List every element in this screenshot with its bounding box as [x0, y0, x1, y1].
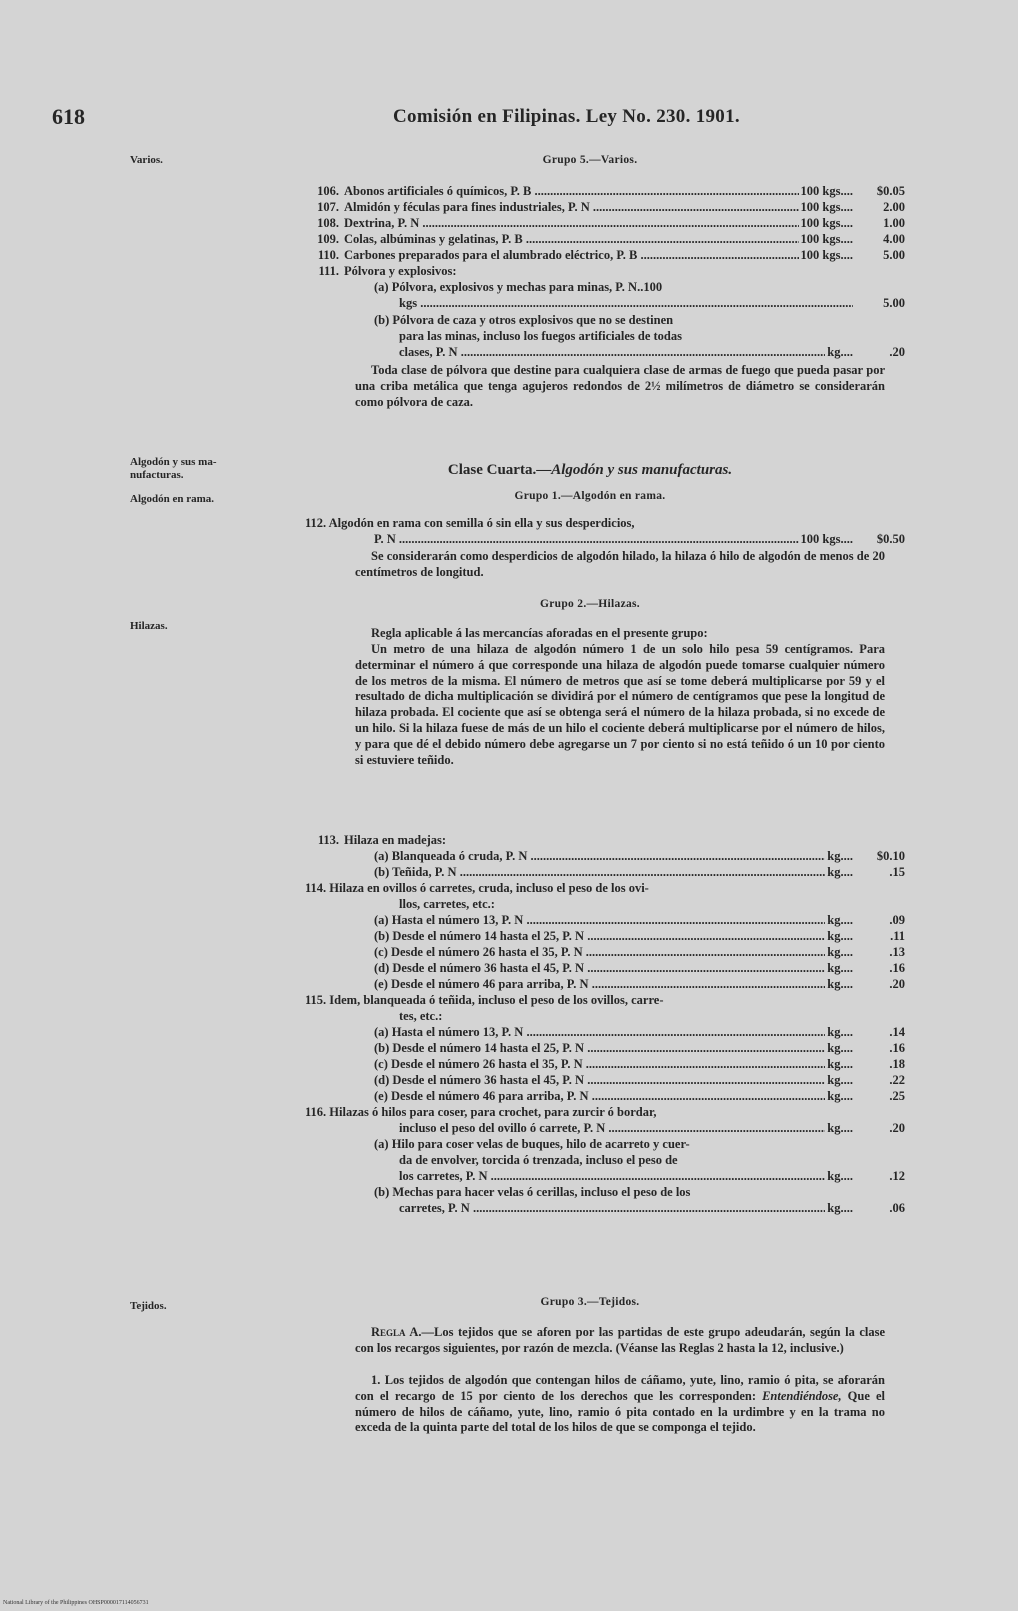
entry-unit: kg....	[827, 1041, 853, 1055]
entry-number: 109.	[317, 232, 339, 246]
entry-number: 110.	[317, 248, 339, 262]
entry-text: (d) Desde el número 36 hasta el 45, P. N .....	[344, 961, 825, 976]
entry-line: 116. Hilazas ó hilos para coser, para crochet, para zurcir ó bordar,	[305, 1105, 657, 1119]
rule-a-paragraph: Regla A.—Los tejidos que se aforen por las partidas de este grupo adeudarán, según la clase con los recargos siguientes, por razón de mezcla. (Véanse las Reglas 2 hasta la 12, inclusive.)	[355, 1325, 886, 1355]
entry-line: (a) Hilo para coser velas de buques, hilo de acarreto y cuer-	[374, 1137, 690, 1151]
entry-unit: kg....	[827, 849, 853, 863]
entry-line: da de envolver, torcida ó trenzada, incluso el peso de	[399, 1153, 678, 1167]
entry-text: (c) Desde el número 26 hasta el 35, P. N .....	[344, 945, 825, 960]
entry-rate: .20	[889, 1121, 905, 1135]
entry-line: 112. Algodón en rama con semilla ó sin ella y sus desperdicios,	[305, 516, 635, 530]
entry-unit: 100 kgs....	[800, 216, 853, 230]
entry-text: (e) Desde el número 46 para arriba, P. N .....	[344, 1089, 825, 1104]
margin-note-algodon-rama: Algodón en rama.	[130, 493, 215, 505]
entry-line: (a) Pólvora, explosivos y mechas para minas, P. N..100	[374, 280, 663, 294]
entry-text: Hilaza en madejas:	[344, 833, 447, 847]
margin-note-hilazas: Hilazas.	[130, 620, 168, 632]
entry-number: 113.	[317, 833, 339, 847]
entry-rate: .14	[889, 1025, 905, 1039]
entry-line: llos, carretes, etc.:	[399, 897, 495, 911]
tariff-entry	[305, 345, 905, 360]
entry-rate: .12	[889, 1169, 905, 1183]
entry-rate: .15	[889, 865, 905, 879]
tariff-entry	[305, 1089, 905, 1104]
entry-unit: kg....	[827, 1025, 853, 1039]
entry-line: (b) Pólvora de caza y otros explosivos que no se destinen	[374, 313, 674, 327]
tariff-entry	[305, 1073, 905, 1088]
entry-text: Carbones preparados para el alumbrado eléctrico, P. B .....	[344, 248, 799, 263]
entry-rate: 2.00	[883, 200, 905, 214]
entry-rate: $0.05	[876, 184, 905, 198]
margin-note-algodon-2: nufacturas.	[130, 469, 184, 481]
entry-line: para las minas, incluso los fuegos artificiales de todas	[399, 329, 682, 343]
entry-text: carretes, P. N .....	[344, 1201, 825, 1216]
entry-unit: kg....	[827, 1057, 853, 1071]
entry-number: 107.	[317, 200, 339, 214]
group-heading: Grupo 2.—Hilazas.	[540, 598, 640, 610]
entry-line: 114. Hilaza en ovillos ó carretes, cruda, incluso el peso de los ovi-	[305, 881, 649, 895]
entry-unit: kg....	[827, 1201, 853, 1215]
entry-rate: .20	[889, 977, 905, 991]
entry-rate: $0.50	[876, 532, 905, 546]
entry-text: (e) Desde el número 46 para arriba, P. N .....	[344, 977, 825, 992]
entry-rate: .25	[889, 1089, 905, 1103]
tariff-entry	[305, 184, 905, 199]
tariff-entry	[305, 913, 905, 928]
tariff-entry	[305, 929, 905, 944]
entry-number: 106.	[317, 184, 339, 198]
tariff-entry	[305, 1057, 905, 1072]
entry-rate: .16	[889, 961, 905, 975]
entry-unit: kg....	[827, 1121, 853, 1135]
entry-rate: .06	[889, 1201, 905, 1215]
tariff-entry	[305, 977, 905, 992]
entry-rate: .16	[889, 1041, 905, 1055]
note-paragraph: Toda clase de pólvora que destine para cualquiera clase de armas de fuego que pueda pasar por una criba metálica que tenga agujeros redondos de 2½ milímetros de diámetro se considerarán como pólvora de caza.	[355, 363, 885, 409]
tariff-entry	[305, 532, 905, 547]
rule-intro: Regla aplicable á las mercancías aforadas en el presente grupo:	[371, 626, 708, 640]
entry-text: clases, P. N .....	[344, 345, 825, 360]
entry-text: Colas, albúminas y gelatinas, P. B .....	[344, 232, 799, 247]
rule-a-lead: Regla A.	[371, 1325, 422, 1339]
entry-text: los carretes, P. N .....	[344, 1169, 825, 1184]
entry-unit: kg....	[827, 945, 853, 959]
entry-rate: $0.10	[876, 849, 905, 863]
group-heading: Grupo 3.—Tejidos.	[540, 1296, 640, 1308]
tariff-entry	[305, 1041, 905, 1056]
entry-text: (d) Desde el número 36 hasta el 45, P. N .....	[344, 1073, 825, 1088]
tariff-entry	[305, 849, 905, 864]
margin-note-algodon-1: Algodón y sus ma-	[130, 456, 217, 468]
entry-text: incluso el peso del ovillo ó carrete, P. N .....	[344, 1121, 825, 1136]
entry-text: (a) Blanqueada ó cruda, P. N .....	[344, 849, 825, 864]
entry-text: Pólvora y explosivos:	[344, 264, 457, 278]
entry-unit: 100 kgs....	[800, 184, 853, 198]
entry-number: 108.	[317, 216, 339, 230]
tariff-entry	[305, 232, 905, 247]
tariff-entry	[305, 945, 905, 960]
entry-line: 115. Idem, blanqueada ó teñida, incluso el peso de los ovillos, carre-	[305, 993, 664, 1007]
entry-rate: .22	[889, 1073, 905, 1087]
entry-unit: kg....	[827, 961, 853, 975]
rule-1-paragraph: 1. Los tejidos de algodón que contengan hilos de cáñamo, yute, lino, ramio ó pita, se aforarán con el recargo de 15 por ciento de los derechos que les corresponden: Entendiéndose, Que el número de hilos de cáñamo, yute, lino, ramio ó pita contado en la urdimbre y en la trama no exceda de la quinta parte del total de los hilos de que se componga el tejido.	[355, 1373, 885, 1435]
entry-text: Almidón y féculas para fines industriales, P. N .....	[344, 200, 799, 215]
entry-rate: 5.00	[883, 248, 905, 262]
entry-unit: kg....	[827, 913, 853, 927]
group-heading: Grupo 1.—Algodón en rama.	[514, 490, 666, 502]
note-paragraph: Se considerarán como desperdicios de algodón hilado, la hilaza ó hilo de algodón de menos de 20 centímetros de longitud.	[355, 549, 885, 579]
entry-text: Abonos artificiales ó químicos, P. B .....	[344, 184, 799, 199]
entry-text: (c) Desde el número 26 hasta el 35, P. N .....	[344, 1057, 825, 1072]
entry-unit: 100 kgs....	[800, 200, 853, 214]
entry-number: 111.	[318, 264, 339, 278]
entry-text: (a) Hasta el número 13, P. N .....	[344, 1025, 825, 1040]
entry-unit: 100 kgs....	[800, 532, 853, 546]
entry-unit: kg....	[827, 1073, 853, 1087]
entry-rate: .13	[889, 945, 905, 959]
page-number: 618	[52, 104, 85, 129]
entry-text: (a) Hasta el número 13, P. N .....	[344, 913, 825, 928]
tariff-entry	[305, 248, 905, 263]
entry-unit: kg....	[827, 977, 853, 991]
entry-rate: .11	[890, 929, 905, 943]
tariff-entry	[305, 1201, 905, 1216]
entry-line: tes, etc.:	[399, 1009, 443, 1023]
tariff-entry	[305, 1121, 905, 1136]
running-head: Comisión en Filipinas. Ley No. 230. 1901.	[393, 106, 740, 127]
tariff-entry	[305, 961, 905, 976]
rule-paragraph: Un metro de una hilaza de algodón número 1 de un solo hilo pesa 59 centígramos. Para determinar el número á que corresponde una hilaza de algodón puede tomarse cualquier número de los metros de la misma. El número de metros que así se tome deberá multiplicarse por 59 y el resultado de dicha multiplicación se dividirá por el número de centígramos que pese la longitud de hilaza probada. El cociente que así se obtenga será el número de la hilaza probada, si no excede de un hilo. Si la hilaza fuese de más de un hilo el cociente deberá multiplicarse por el número de hilos, y para que dé el debido número debe agregarse un 7 por ciento si no está teñido ó un 10 por ciento si estuviere teñido.	[355, 642, 885, 767]
entry-unit: kg....	[827, 1169, 853, 1183]
entry-rate: .18	[889, 1057, 905, 1071]
tariff-entry	[305, 1025, 905, 1040]
entry-rate: 5.00	[883, 296, 905, 310]
entry-unit: kg....	[827, 929, 853, 943]
entry-line: (b) Mechas para hacer velas ó cerillas, incluso el peso de los	[374, 1185, 691, 1199]
entry-unit: kg....	[827, 1089, 853, 1103]
entry-unit: 100 kgs....	[800, 232, 853, 246]
scan-footer: National Library of the Philippines OHSP000017114056731	[3, 1600, 149, 1606]
entry-unit: kg....	[827, 345, 853, 359]
entry-text: (b) Desde el número 14 hasta el 25, P. N .....	[344, 1041, 825, 1056]
tariff-entry	[305, 296, 905, 311]
entry-rate: 1.00	[883, 216, 905, 230]
class-heading: Clase Cuarta.—Algodón y sus manufacturas.	[447, 462, 733, 478]
entry-unit: kg....	[827, 865, 853, 879]
entry-text: (b) Desde el número 14 hasta el 25, P. N .....	[344, 929, 825, 944]
entry-rate: .20	[889, 345, 905, 359]
entry-text: Dextrina, P. N .....	[344, 216, 799, 231]
margin-note-varios: Varios.	[130, 154, 163, 166]
entry-text: kgs .....	[344, 296, 853, 311]
entry-rate: .09	[889, 913, 905, 927]
tariff-entry	[305, 1169, 905, 1184]
group-heading: Grupo 5.—Varios.	[542, 154, 638, 166]
entry-text: P. N .....	[344, 532, 799, 547]
entry-text: (b) Teñida, P. N .....	[344, 865, 825, 880]
tariff-entry	[305, 264, 905, 279]
tariff-entry	[305, 216, 905, 231]
margin-note-tejidos: Tejidos.	[130, 1300, 167, 1312]
tariff-entry	[305, 865, 905, 880]
tariff-entry	[305, 833, 905, 848]
tariff-entry	[305, 200, 905, 215]
entry-unit: 100 kgs....	[800, 248, 853, 262]
entry-rate: 4.00	[883, 232, 905, 246]
